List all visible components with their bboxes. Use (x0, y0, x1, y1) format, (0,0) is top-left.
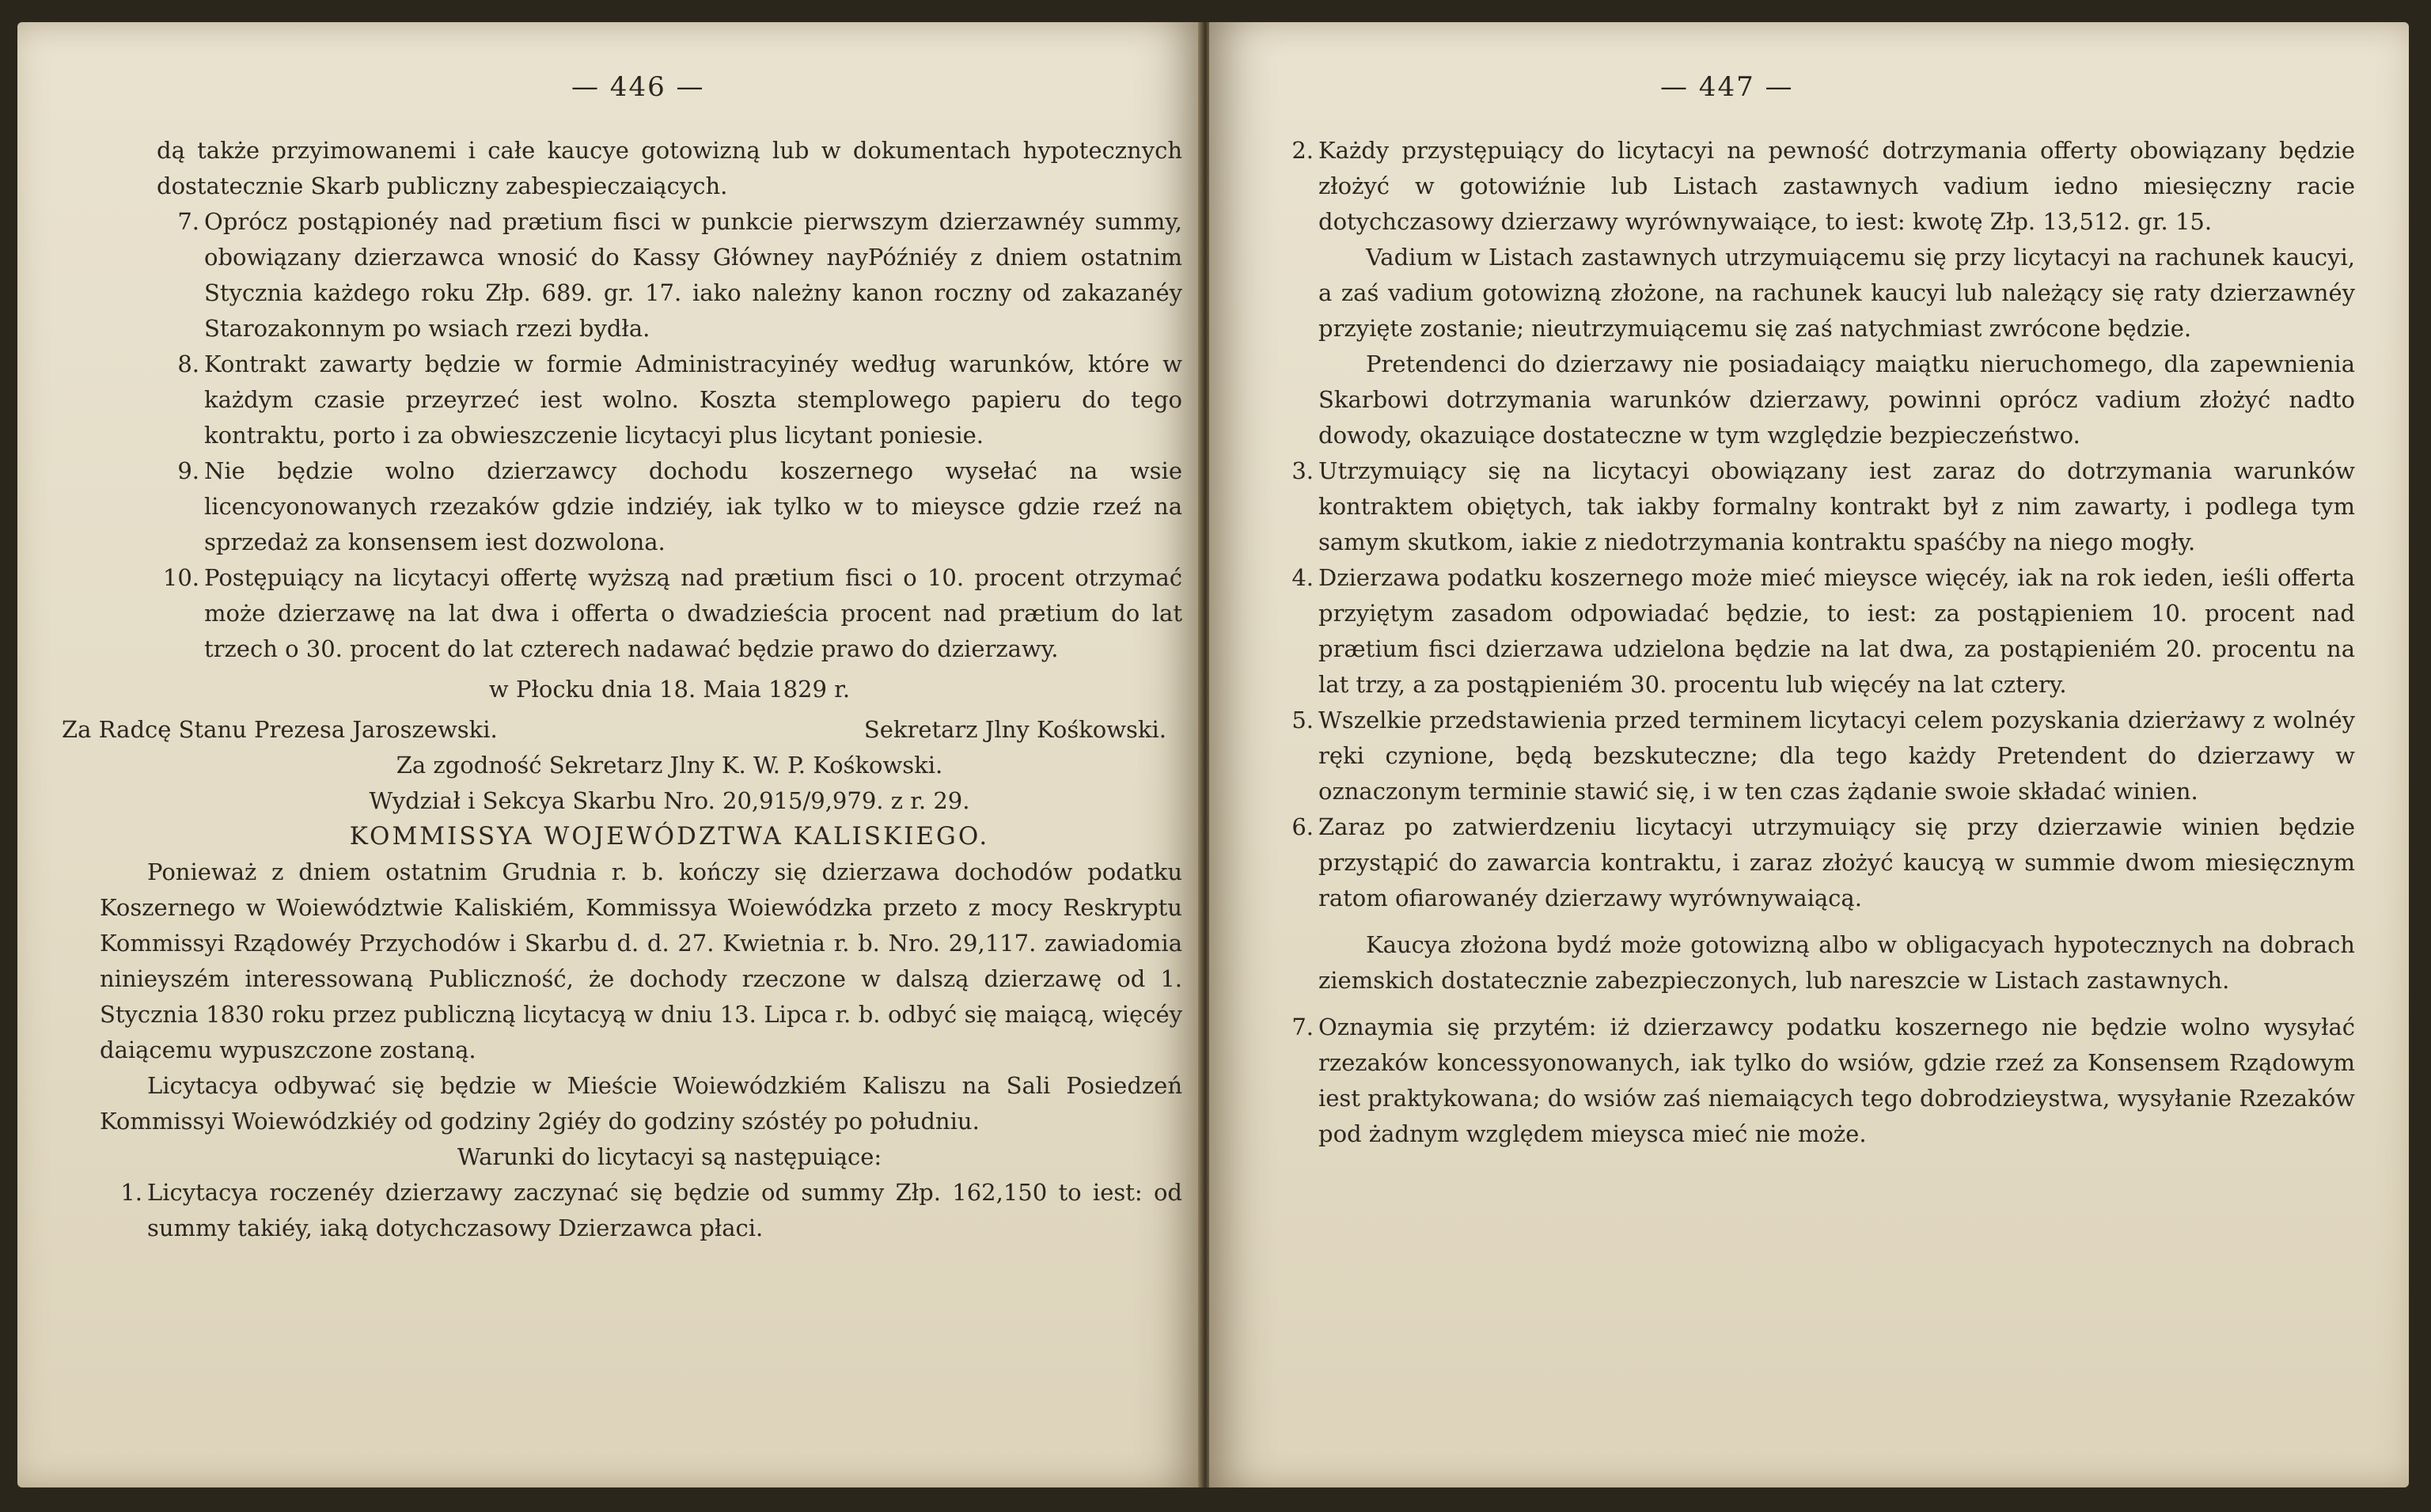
page-number-right: — 447 — (1660, 71, 1794, 103)
kaucya-paragraph: Kaucya złożona bydź może gotowizną albo w obligacyach hypotecznych na dobrach ziemskich dostatecznie zabezpieczonych, lub nareszcie w Listach zastawnych. (1318, 931, 2355, 994)
item-text: Oprócz postąpionéy nad prætium fisci w punkcie pierwszym dzierzawnéy summy, obowiązany dzierzawca wnosić do Kassy Główney nayPóźniéy z dniem ostatnim Stycznia każdego roku Złp. 689. gr. 17. iako należny kanon roczny od zakazanéy Starozakonnym po wsiach rzezi bydła. (204, 208, 1182, 342)
item-number: 3. (1291, 457, 1314, 484)
list-item (157, 347, 1182, 453)
signature-left: Za Radcę Stanu Prezesa Jaroszewski. (62, 716, 498, 743)
item-number: 8. (177, 351, 199, 377)
list-item (1271, 809, 2355, 916)
item-number: 7. (1291, 1014, 1314, 1040)
item-text: Dzierzawa podatku koszernego może mieć mieysce więcéy, iak na rok ieden, ieśli offerta przyiętym zasadom odpowiadać będzie, to iest: za postąpieniem 10. procent nad prætium fisci dzierzawa udzielona będzie na lat dwa, za postąpieniém 20. procentu na lat trzy, a za postąpieniém 30. procentu lub więcéy na lat cztery. (1318, 564, 2355, 698)
list-item (157, 204, 1182, 347)
item-number: 5. (1291, 707, 1314, 733)
page-number-left: — 446 — (571, 71, 705, 103)
right-page-text (1271, 133, 2355, 1152)
conditions-heading: Warunki do licytacyi są następuiące: (457, 1143, 882, 1170)
pretendenci-paragraph: Pretendenci do dzierzawy nie posiadaiący maiątku nieruchomego, dla zapewnienia Skarbowi dotrzymania warunków dzierzawy, powinni oprócz vadium złożyć nadto dowody, okazuiące dostateczne w tym względzie bezpieczeństwo. (1318, 351, 2355, 449)
list-item (1271, 453, 2355, 560)
section-heading: KOMMISSYA WOJEWÓDZTWA KALISKIEGO. (349, 822, 990, 851)
item-number: 10. (162, 564, 199, 591)
item-number: 7. (177, 208, 199, 235)
item-text: Postępuiący na licytacyi offertę wyższą nad prætium fisci o 10. procent otrzymać może dzierzawę na lat dwa i offerta o dwadzieścia procent nad prætium do lat trzech o 30. procent do lat czterech nadawać będzie prawo do dzierzawy. (204, 564, 1182, 662)
item-text: Utrzymuiący się na licytacyi obowiązany iest zaraz do dotrzymania warunków kontraktem obiętych, tak iakby formalny kontrakt był z nim zawarty, i podlega tym samym skutkom, iakie z niedotrzymania kontraktu spaśćby na niego mogły. (1318, 457, 2355, 555)
list-item (1271, 133, 2355, 240)
list-item (1271, 703, 2355, 809)
item-number: 9. (177, 457, 199, 484)
list-item (157, 560, 1182, 667)
item-text: Wszelkie przedstawienia przed terminem licytacyi celem pozyskania dzierżawy z wolnéy ręki czynione, będą bezskuteczne; dla tego każdy Pretendent do dzierzawy w oznaczonym terminie stawić się, i w ten czas żądanie swoie składać winien. (1318, 707, 2355, 805)
left-page-text (62, 133, 1182, 1246)
item-text: Kontrakt zawarty będzie w formie Administracyinéy według warunków, które w każdym czasie przeyrzeć iest wolno. Koszta stemplowego papieru do tego kontraktu, porto i za obwieszczenie licytacyi plus licytant poniesie. (204, 351, 1182, 449)
list-item (157, 453, 1182, 560)
item-text: Oznaymia się przytém: iż dzierzawcy podatku koszernego nie będzie wolno wysyłać rzezaków koncessyonowanych, iak tylko do wsiów, gdzie rzeź za Konsensem Rządowym iest praktykowana; do wsiów zaś niemaiących tego dobrodzieystwa, wysyłanie Rzezaków pod żadnym względem mieysca mieć nie może. (1318, 1014, 2355, 1147)
list-item (100, 1175, 1182, 1246)
item-text: Licytacya roczenéy dzierzawy zaczynać się będzie od summy Złp. 162,150 to iest: od summy takiéy, iaką dotychczasowy Dzierzawca płaci. (147, 1179, 1182, 1241)
signature-row (62, 712, 1182, 748)
auction-location-paragraph: Licytacya odbywać się będzie w Mieście Woiewódzkiém Kaliszu na Sali Posiedzeń Kommissyi Woiewódzkiéy od godziny 2giéy do godziny szóstéy po południu. (100, 1072, 1182, 1135)
signature-right: Sekretarz Jlny Kośkowski. (863, 716, 1166, 743)
item-text: Nie będzie wolno dzierzawcy dochodu koszernego wysełać na wsie licencyonowanych rzezaków gdzie indziéy, iak tylko w to mieysce gdzie rzeź na sprzedaż za konsensem iest dozwolona. (204, 457, 1182, 555)
vadium-paragraph: Vadium w Listach zastawnych utrzymuiącemu się przy licytacyi na rachunek kaucyi, a zaś vadium gotowizną złożone, na rachunek kaucyi lub należący się raty dzierzawnéy przyięte zostanie; nieutrzymuiącemu się zaś natychmiast zwrócone będzie. (1318, 244, 2355, 342)
item-number: 1. (120, 1179, 142, 1206)
item-number: 2. (1291, 137, 1314, 164)
date-line: w Płocku dnia 18. Maia 1829 r. (488, 676, 851, 703)
item-number: 6. (1291, 813, 1314, 840)
item-text: Zaraz po zatwierdzeniu licytacyi utrzymuiący się przy dzierzawie winien będzie przystąpić do zawarcia kontraktu, i zaraz złożyć kaucyą w summie dwom miesięcznym ratom ofiarowanéy dzierzawy wyrównywaiącą. (1318, 813, 2355, 911)
attestation-line: Za zgodność Sekretarz Jlny K. W. P. Kośkowski. (396, 752, 943, 779)
list-item (1271, 560, 2355, 703)
item-number: 4. (1291, 564, 1314, 591)
continuation-text: dą także przyimowanemi i całe kaucye gotowizną lub w dokumentach hypotecznych dostatecznie Skarb publiczny zabespieczaiących. (157, 137, 1182, 199)
list-item (1271, 1010, 2355, 1152)
reference-line: Wydział i Sekcya Skarbu Nro. 20,915/9,979. z r. 29. (369, 787, 970, 814)
left-page (17, 22, 1201, 1487)
item-text: Każdy przystępuiący do licytacyi na pewność dotrzymania offerty obowiązany będzie złożyć w gotowiźnie lub Listach zastawnych vadium iedno miesięczny racie dotychczasowy dzierzawy wyrównywaiące, to iest: kwotę Złp. 13,512. gr. 15. (1318, 137, 2355, 235)
announcement-paragraph: Ponieważ z dniem ostatnim Grudnia r. b. kończy się dzierzawa dochodów podatku Koszernego w Woiewództwie Kaliskiém, Kommissya Woiewódzka przeto z mocy Reskryptu Kommissyi Rządowéy Przychodów i Skarbu d. d. 27. Kwietnia r. b. Nro. 29,117. zawiadomia ninieyszém interessowaną Publiczność, że dochody rzeczone w dalszą dzierzawę od 1. Stycznia 1830 roku przez publiczną licytacyą w dniu 13. Lipca r. b. odbyć się maiącą, więcéy daiącemu wypuszczone zostaną. (100, 858, 1182, 1063)
right-page (1209, 22, 2409, 1487)
